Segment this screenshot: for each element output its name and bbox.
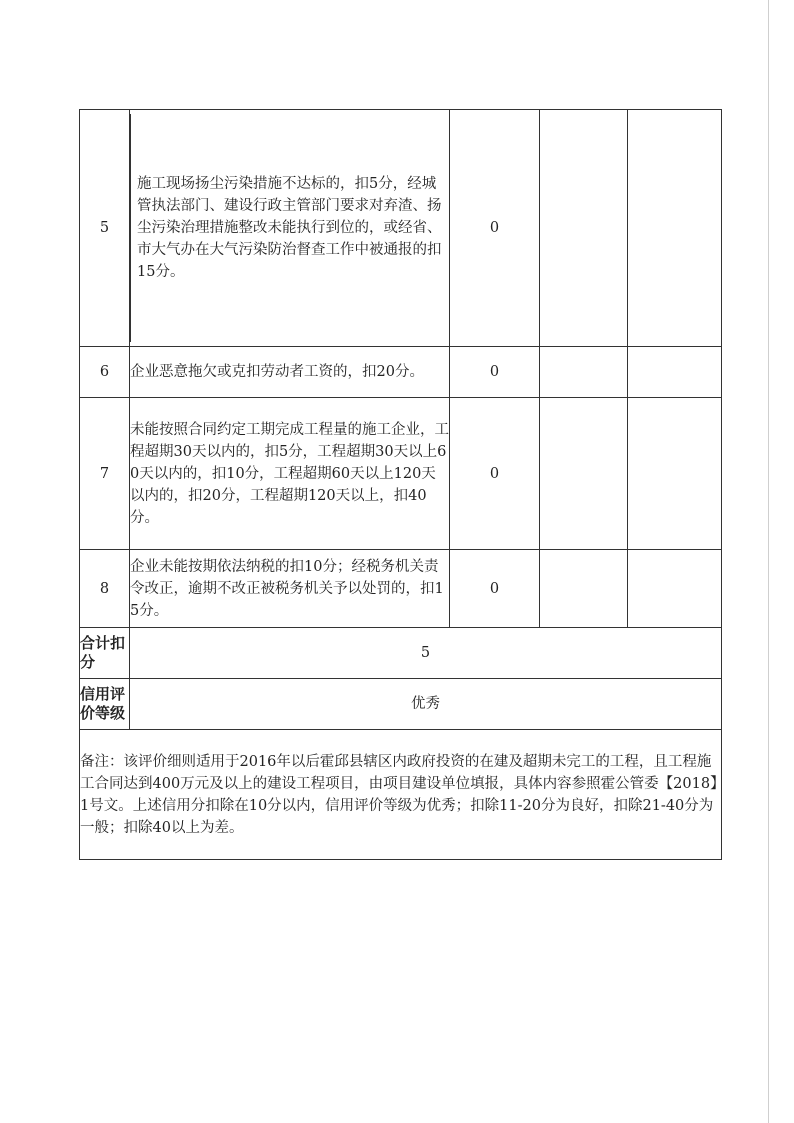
table-row [80, 347, 722, 398]
rating-label: 信用评价等级 [80, 685, 126, 722]
scan-edge-line [768, 0, 769, 1123]
total-row [80, 628, 722, 679]
table-row [80, 550, 722, 628]
row-description: 企业恶意拖欠或克扣劳动者工资的，扣20分。 [130, 347, 450, 398]
row-description: 未能按照合同约定工期完成工程量的施工企业，工程超期30天以内的，扣5分，工程超期30天以上60天以内的，扣10分，工程超期60天以上120天以内的，扣20分，工程超期120天以上，扣40分。 [130, 398, 450, 550]
row-number: 6 [80, 347, 130, 398]
empty-cell [628, 347, 722, 398]
remarks-note: 备注：该评价细则适用于2016年以后霍邱县辖区内政府投资的在建及超期未完工的工程，且工程施工合同达到400万元及以上的建设工程项目，由项目建设单位填报，具体内容参照霍公管委【2018】1号文。上述信用分扣除在10分以内，信用评价等级为优秀；扣除11-20分为良好，扣除21-40分为一般；扣除40以上为差。 [80, 730, 722, 860]
row-number: 7 [80, 398, 130, 550]
note-row [80, 730, 722, 860]
row-number: 5 [80, 110, 130, 347]
row-score: 0 [450, 110, 540, 347]
total-label: 合计扣分 [80, 628, 130, 679]
rating-value: 优秀 [130, 679, 722, 730]
empty-cell [540, 110, 628, 347]
credit-evaluation-table [79, 109, 722, 860]
rating-label-cell [80, 679, 130, 730]
row-number: 8 [80, 550, 130, 628]
row-description: 施工现场扬尘污染措施不达标的，扣5分，经城管执法部门、建设行政主管部门要求对弃渣、扬尘污染治理措施整改未能执行到位的，或经省、市大气办在大气污染防治督查工作中被通报的扣15分。 [137, 176, 442, 280]
empty-cell [628, 550, 722, 628]
empty-cell [540, 398, 628, 550]
empty-cell [540, 347, 628, 398]
rating-row [80, 679, 722, 730]
empty-cell [540, 550, 628, 628]
row-score: 0 [450, 398, 540, 550]
row-description: 企业未能按期依法纳税的扣10分；经税务机关责令改正，逾期不改正被税务机关予以处罚的，扣15分。 [130, 550, 450, 628]
empty-cell [628, 398, 722, 550]
row-description-cell [130, 110, 450, 347]
row-score: 0 [450, 550, 540, 628]
table-row [80, 398, 722, 550]
total-value: 5 [130, 628, 722, 679]
table-row [80, 110, 722, 347]
row-score: 0 [450, 347, 540, 398]
empty-cell [628, 110, 722, 347]
